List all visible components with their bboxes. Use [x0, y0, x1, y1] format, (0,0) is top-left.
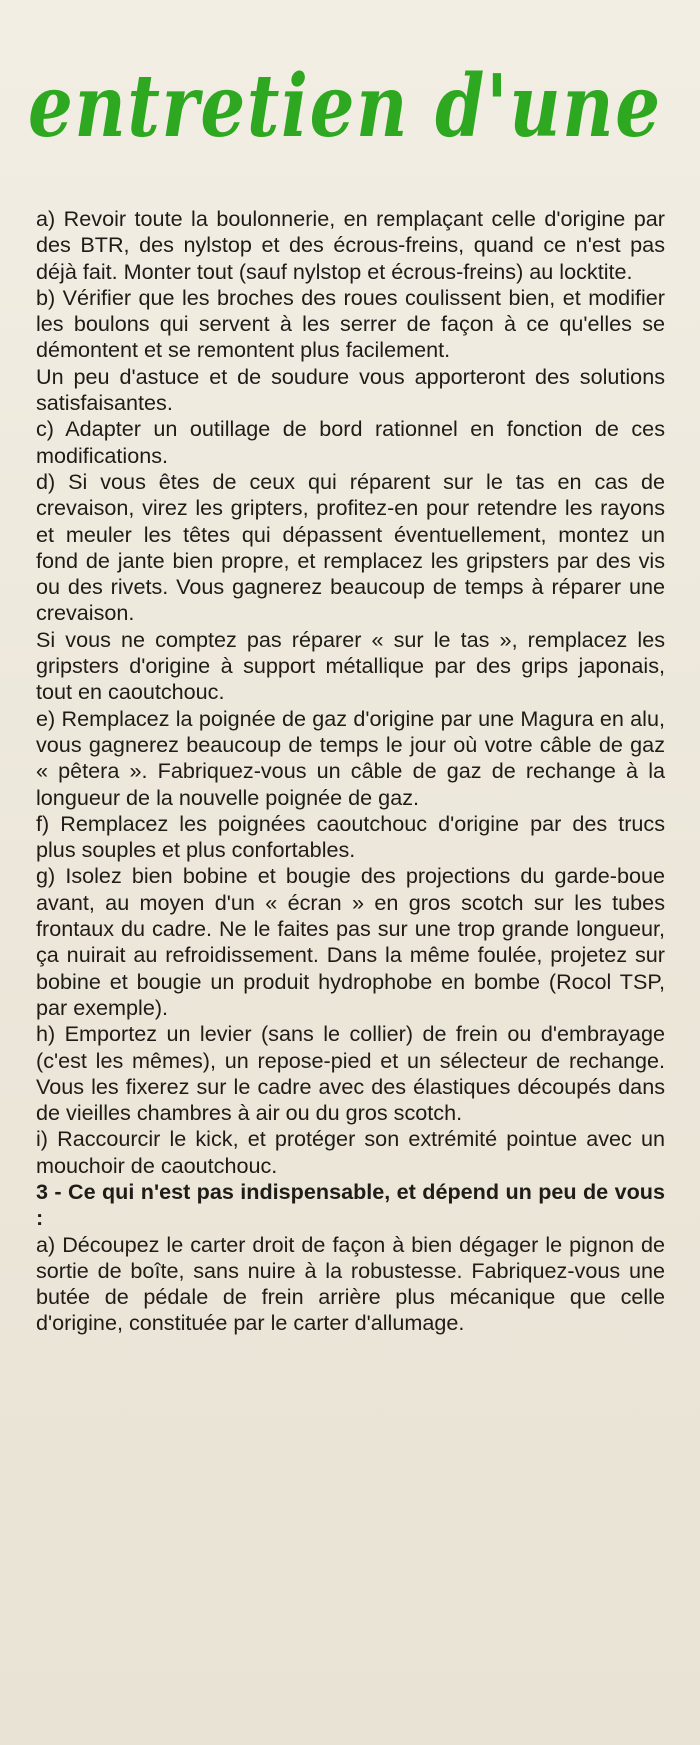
paragraph-b-note: Un peu d'astuce et de soudure vous apporteront des solutions satisfaisantes. — [36, 363, 665, 416]
paragraph-f: f) Remplacez les poignées caoutchouc d'origine par des trucs plus souples et plus confortables. — [36, 810, 665, 863]
paragraph-b: b) Vérifier que les broches des roues coulissent bien, et modifier les boulons qui servent à les serrer de façon à ce qu'elles se démontent et se remontent plus facilement. — [36, 284, 665, 363]
paragraph-d-note: Si vous ne comptez pas réparer « sur le tas », remplacez les gripsters d'origine à support métallique par des grips japonais, tout en caoutchouc. — [36, 626, 665, 705]
article-title: entretien d'une — [28, 56, 662, 157]
paragraph-i: i) Raccourcir le kick, et protéger son extrémité pointue avec un mouchoir de caoutchouc. — [36, 1126, 665, 1178]
section-subheading: 3 - Ce qui n'est pas indispensable, et dépend un peu de vous : — [36, 1178, 665, 1231]
paragraph-h: h) Emportez un levier (sans le collier) de frein ou d'embrayage (c'est les mêmes), un repose-pied et un sélecteur de rechange. Vous les fixerez sur le cadre avec des élastiques découpés dans de vieilles chambres à air ou du gros scotch. — [36, 1021, 665, 1126]
paragraph-a: a) Revoir toute la boulonnerie, en remplaçant celle d'origine par des BTR, des nylstop et des écrous-freins, quand ce n'est pas déjà fait. Monter tout (sauf nylstop et écrous-freins) au locktite. — [36, 206, 665, 284]
paragraph-c: c) Adapter un outillage de bord rationnel en fonction de ces modifications. — [36, 416, 665, 468]
article-body — [36, 206, 665, 1337]
paragraph-section3-a: a) Découpez le carter droit de façon à bien dégager le pignon de sortie de boîte, sans nuire à la robustesse. Fabriquez-vous une butée de pédale de frein arrière plus mécanique que celle d'origine, constituée par le carter d'allumage. — [36, 1231, 665, 1336]
paragraph-d: d) Si vous êtes de ceux qui réparent sur le tas en cas de crevaison, virez les gripters, profitez-en pour retendre les rayons et meuler les têtes qui dépassent éventuellement, montez un fond de jante bien propre, et remplacez les gripsters par des vis ou des rivets. Vous gagnerez beaucoup de temps à réparer une crevaison. — [36, 468, 665, 626]
paragraph-g: g) Isolez bien bobine et bougie des projections du garde-boue avant, au moyen d'un « écran » en gros scotch sur les tubes frontaux du cadre. Ne le faites pas sur une trop grande longueur, ça nuirait au refroidissement. Dans la même foulée, projetez sur bobine et bougie un produit hydrophobe en bombe (Rocol TSP, par exemple). — [36, 863, 665, 1020]
paragraph-e: e) Remplacez la poignée de gaz d'origine par une Magura en alu, vous gagnerez beaucoup de temps le jour où votre câble de gaz « pêtera ». Fabriquez-vous un câble de gaz de rechange à la longueur de la nouvelle poignée de gaz. — [36, 705, 665, 810]
